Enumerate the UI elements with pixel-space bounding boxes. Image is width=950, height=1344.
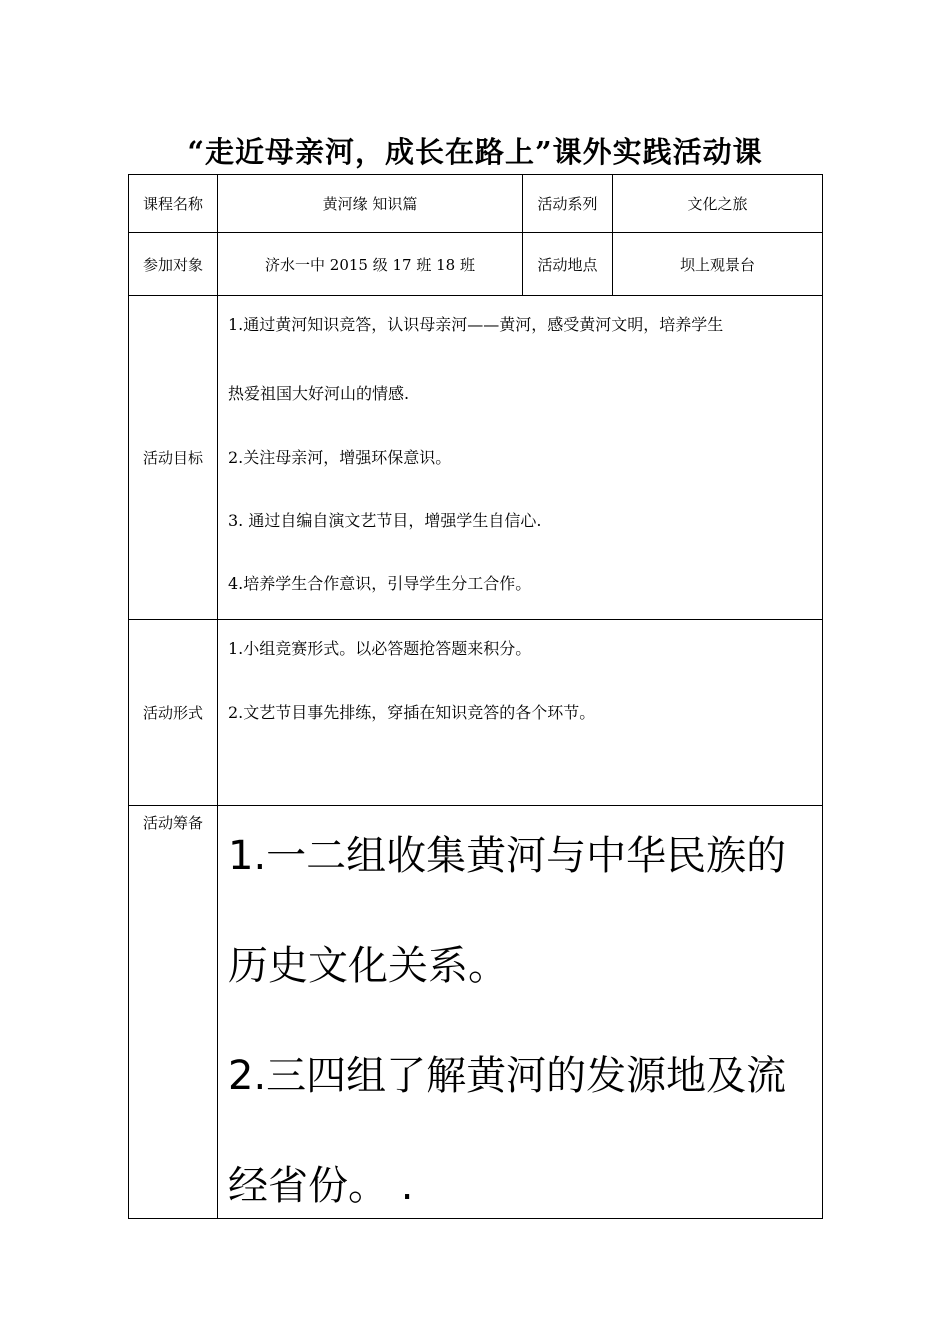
row-course-name: [129, 175, 823, 233]
participants-value: 济水一中 2015 级 17 班 18 班: [218, 233, 523, 296]
row-form: [129, 620, 823, 806]
form-line: 1.小组竞赛形式。以必答题抢答题来积分。: [228, 639, 532, 658]
goal-line: 4.培养学生合作意识，引导学生分工合作。: [228, 574, 532, 593]
prep-line: 历史文化关系。: [228, 943, 508, 989]
series-label: 活动系列: [523, 175, 613, 233]
course-name-value: 黄河缘 知识篇: [218, 175, 523, 233]
series-value: 文化之旅: [613, 175, 823, 233]
prep-content: [218, 806, 823, 1219]
prep-line: 1.一二组收集黄河与中华民族的: [228, 833, 787, 879]
goal-line: 3. 通过自编自演文艺节目，增强学生自信心.: [228, 511, 542, 530]
location-value: 坝上观景台: [613, 233, 823, 296]
row-prep: [129, 806, 823, 1219]
row-goals: [129, 296, 823, 620]
form-content: [218, 620, 823, 806]
participants-label: 参加对象: [129, 233, 218, 296]
row-participants: [129, 233, 823, 296]
page-title: “走近母亲河，成长在路上”课外实践活动课: [187, 135, 763, 169]
goals-label: 活动目标: [129, 296, 218, 620]
location-label: 活动地点: [523, 233, 613, 296]
goal-line: 1.通过黄河知识竞答，认识母亲河——黄河，感受黄河文明，培养学生: [228, 315, 724, 334]
goal-line: 热爱祖国大好河山的情感.: [228, 384, 410, 403]
goals-content: [218, 296, 823, 620]
form-label: 活动形式: [129, 620, 218, 806]
course-name-label: 课程名称: [129, 175, 218, 233]
prep-line: 经省份。 .: [228, 1163, 414, 1209]
activity-form-table: [128, 174, 823, 1219]
prep-label: 活动筹备: [129, 806, 218, 1219]
prep-line: 2.三四组了解黄河的发源地及流: [228, 1053, 787, 1099]
form-line: 2.文艺节目事先排练，穿插在知识竞答的各个环节。: [228, 703, 596, 722]
goal-line: 2.关注母亲河，增强环保意识。: [228, 448, 452, 467]
